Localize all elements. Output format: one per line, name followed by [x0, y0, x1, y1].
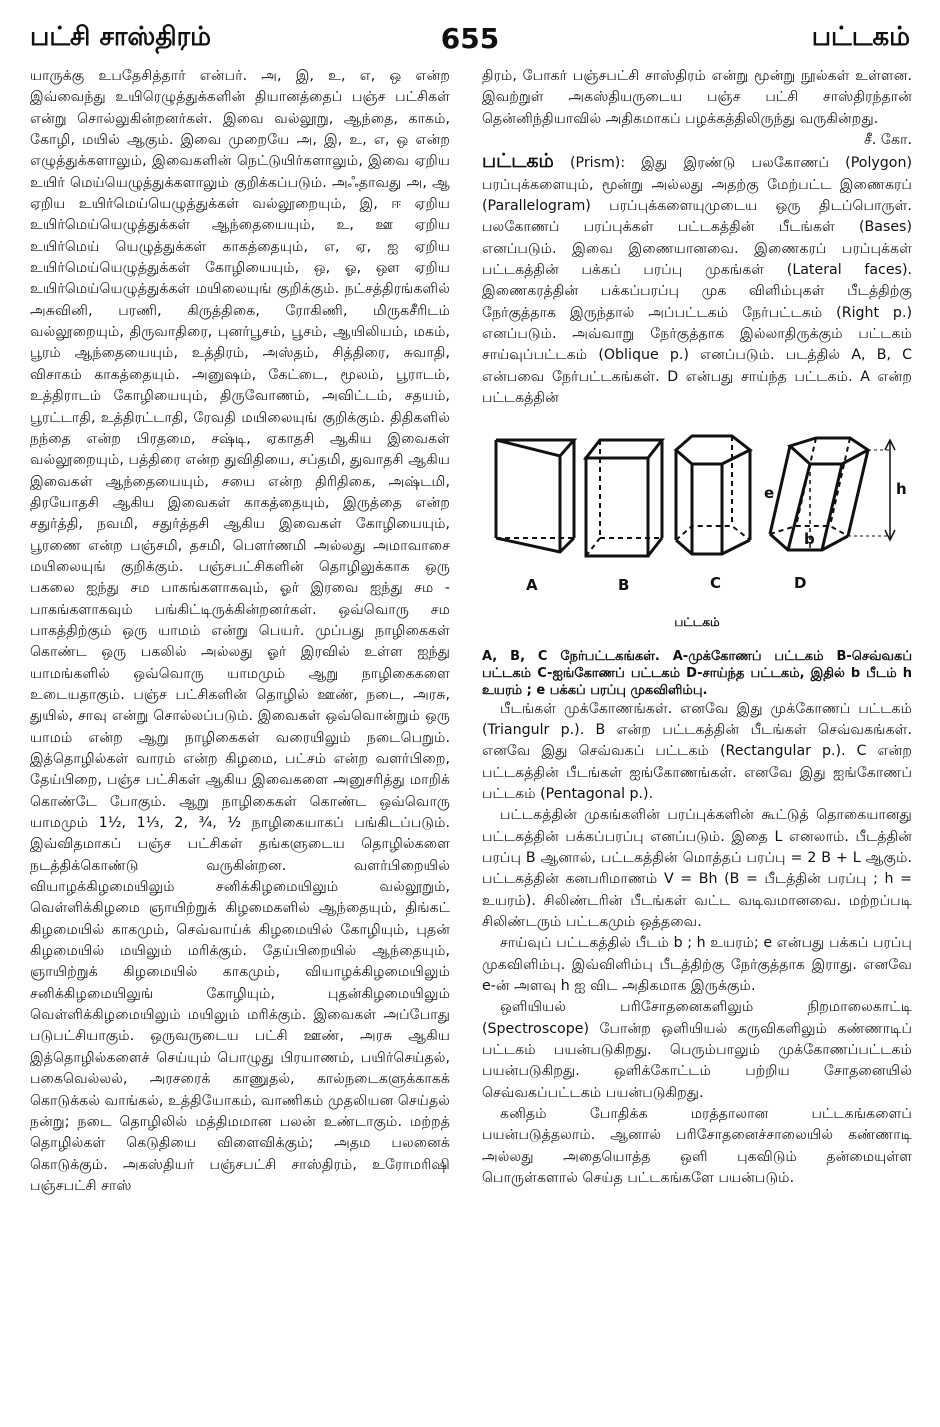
left-column	[30, 66, 450, 1406]
label-b-base: b	[804, 529, 815, 548]
label-e: e	[764, 483, 775, 502]
prism-figure	[482, 428, 912, 644]
label-h: h	[896, 479, 907, 498]
author-initials: சீ. கோ.	[864, 132, 912, 149]
intro-paragraph: திரம், போகர் பஞ்சபட்சி சாஸ்திரம் என்று மூன்று நூல்கள் உள்ளன. இவற்றுள் அகஸ்தியருடைய பஞ்ச பட்சி சாஸ்திரந்தான் தென்னிந்தியாவில் அதிகமாகப் பழக்கத்திலிருந்து வருகின்றது.	[482, 68, 912, 127]
entry-term: பட்டகம்	[482, 150, 554, 173]
body-paragraph-2: பட்டகத்தின் முகங்களின் பரப்புக்களின் கூட்டுத் தொகையானது பட்டகத்தின் பக்கப்பரப்பு எனப்படும். இதை L எனலாம். பீடத்தின் பரப்பு B ஆனால், பட்டகத்தின் மொத்தப் பரப்பு = 2 B + L ஆகும். பட்டகத்தின் கனபரிமாணம் V = Bh (B = பீடத்தின் பரப்பு ; h = உயரம்). சிலிண்டரின் பீடங்கள் வட்ட வடிவமானவை. மற்றப்படி சிலிண்டரும் பட்டகமும் ஒத்தவை.	[482, 807, 912, 930]
triangular-prism-a	[496, 440, 574, 552]
figure-title: பட்டகம்	[674, 614, 720, 629]
label-c: C	[710, 573, 722, 592]
pentagonal-prism-c	[676, 436, 750, 554]
oblique-prism-d	[770, 438, 895, 550]
label-b: B	[618, 575, 630, 594]
rectangular-prism-b	[586, 440, 662, 556]
body-paragraph-4: ஒளியியல் பரிசோதனைகளிலும் நிறமாலைகாட்டி (Spectroscope) போன்ற ஒளியியல் கருவிகளிலும் கண்ணாடிப் பட்டகம் பயன்படுகிறது. பெரும்பாலும் முக்கோணப்பட்டகம் பயன்படுகிறது. ஒளிக்கோட்டம் பற்றிய சோதனையில் செவ்வகப்பட்டகம் பயன்படுகிறது.	[482, 999, 912, 1101]
page-header	[30, 22, 910, 62]
figure-caption: A, B, C நேர்பட்டகங்கள். A-முக்கோணப் பட்டகம் B-செவ்வகப் பட்டகம் C-ஐங்கோணப் பட்டகம் D-சாய்ந்த பட்டகம், இதில் b பீடம் h உயரம் ; e பக்கப் பரப்பு முகவிளிம்பு.	[482, 648, 912, 698]
entry-text: (Prism): இது இரண்டு பலகோணப் (Polygon) பரப்புக்களையும், மூன்று அல்லது அதற்கு மேற்பட்ட இணைகரப் (Parallelogram) பரப்புக்களையுமுடைய ஒரு திடப்பொருள். பலகோணப் பரப்புக்கள் பட்டகத்தின் பீடங்கள் (Bases) எனப்படும். இவை இணையானவை. இணைகரப் பரப்புக்கள் பட்டகத்தின் பக்கப் பரப்பு முகங்கள் (Lateral faces). இணைகரத்தின் பக்கப்பரப்பு முக விளிம்புகள் பீடத்திற்கு நேர்குத்தாக இருந்தால் அப்பட்டகம் நேர்பட்டகம் (Right p.) எனப்படும். அவ்வாறு நேர்குத்தாக இல்லாதிருக்கும் பட்டகம் சாய்வுப்பட்டகம் (Oblique p.) எனப்படும். படத்தில் A, B, C என்பவை நேர்பட்டகங்கள். D என்பது சாய்ந்த பட்டகம். A என்ற பட்டகத்தின்	[482, 155, 912, 407]
body-paragraph-5: கனிதம் போதிக்க மரத்தாலான பட்டகங்களைப் பயன்படுத்தலாம். ஆனால் பரிசோதனைச்சாலையில் கண்ணாடி அல்லது அதையொத்த ஒளி புகவிடும் தன்மையுள்ள பொருள்களால் செய்த பட்டகங்களே பயன்படும்.	[482, 1106, 912, 1187]
body-paragraph-3: சாய்வுப் பட்டகத்தில் பீடம் b ; h உயரம்; e என்பது பக்கப் பரப்பு முகவிளிம்பு. இவ்விளிம்பு பீடத்திற்கு நேர்குத்தாக இராது. எனவே e-ன் அளவு h ஐ விட அதிகமாக இருக்கும்.	[482, 935, 912, 994]
running-head-left: பட்சி சாஸ்திரம்	[30, 22, 212, 52]
left-paragraph: யாருக்கு உபதேசித்தார் என்பர். அ, இ, உ, எ, ஒ என்ற இவ்வைந்து உயிரெழுத்துக்களின் தியானத்தைப் பஞ்ச பட்சிகள் என்று சொல்லுகின்றனர்கள். இவை வல்லூறு, ஆந்தை, காகம், கோழி, மயில் ஆகும். இவை முறையே அ, இ, உ, எ, ஒ என்ற எழுத்துக்களாலும், இவைகளின் நெட்டுயிர்களாலும், இவை ஏறிய உயிர் மெய்யெழுத்துக்களாலும் குறிக்கப்படும். அஃதாவது அ, ஆ ஏறிய உயிர்மெய்யெழுத்துக்கள் வல்லூறையும், இ, ஈ ஏறிய உயிர்மெய்யெழுத்துக்கள் ஆந்தையையும், உ, ஊ ஏறிய உயிர்மெய் யெழுத்துக்கள் காகத்தையும், எ, ஏ, ஐ ஏறிய உயிர்மெய்யெழுத்துக்கள் கோழியையும், ஒ, ஓ, ஔ ஏறிய உயிர்மெய்யெழுத்துக்கள் மயிலையுங் குறிக்கும். நட்சத்திரங்களில் அசுவினி, பரணி, கிருத்திகை, ரோகிணி, மிருகசீரிடம் வல்லூறையும், திருவாதிரை, புனர்பூசம், பூசம், ஆயிலியம், மகம், பூரம் ஆந்தையையும், உத்திரம், அஸ்தம், சித்திரை, சுவாதி, விசாகம் காகத்தையும். அனுஷம், கேட்டை, மூலம், பூராடம், உத்திராடம் கோழியையும், திருவோணம், அவிட்டம், சதயம், பூரட்டாதி, உத்திரட்டாதி, ரேவதி மயிலையுங் குறிக்கும். திதிகளில் நந்தை என்ற பிரதமை, சஷ்டி, ஏகாதசி ஆகிய இவைகள் வல்லூறையும், பத்திரை என்ற துவிதியை, சப்தமி, துவாதசி ஆகிய இவைகள் ஆந்தையையும், சயை என்ற திரிதிகை, அஷ்டமி, திரயோதசி ஆகிய இவைகள் காகத்தையும், இருத்தை என்ற சதுர்த்தி, நவமி, சதுர்த்தசி ஆகிய இவைகள் கோழியையும், பூரணை என்ற பஞ்சமி, தசமி, பௌர்ணமி அல்லது அமாவாசை மயிலையுங் குறிக்கும். பஞ்சபட்சிகளின் தொழிலுக்காக ஒரு பகலை ஐந்து சம பாகங்களாகவும், ஓர் இரவை ஐந்து சம - பாகங்களாகவும் பங்கிட்டிருக்கின்றனர்கள். ஒவ்வொரு சம பாகத்திற்கும் ஒரு யாமம் என்று பெயர். முப்பது நாழிகைகள் கொண்ட ஒரு பகலில் அல்லது ஓர் இரவில் உள்ள ஐந்து யாமங்களில் ஒவ்வொரு யாமமும் ஆறு நாழிகைகளை உடையதாகும். பஞ்ச பட்சிகளின் தொழில் ஊண், நடை, அரசு, துயில், சாவு என்று சொல்லப்படும். இவைகள் ஒவ்வொன்றும் ஒரு யாமம் என்ற ஆறு நாழிகைகள் வரையிலும் நடைபெறும். இத்தொழில்கள் வாரம் என்ற கிழமை, பட்சம் என்ற வளர்பிறை, தேய்பிறை, பஞ்ச பட்சிகள் ஆகிய இவைகளை அனுசரித்து மாறிக் கொண்டே போகும். ஆறு நாழிகைகள் கொண்ட ஒவ்வொரு யாமமும் 1½, 1⅓, 2, ¾, ½ நாழிகையாகப் பங்கிடப்படும். இவ்விதமாகப் பஞ்ச பட்சிகள் தங்களுடைய தொழில்களை நடத்திக்கொண்டு வருகின்றன. வளர்பிறையில் வியாழக்கிழமையிலும் சனிக்கிழமையிலும் வல்லூறும், வெள்ளிக்கிழமை ஞாயிற்றுக் கிழமைகளில் ஆந்தையும், திங்கட் கிழமையில் காகமும், செவ்வாய்க் கிழமையில் கோழியும், புதன் கிழமையில் மயிலும் மரிக்கும். தேய்பிறையில் ஆந்தையும், ஞாயிற்றுக் கிழமையில் காகமும், வியாழக்கிழமையிலும் சனிக்கிழமையிலுங் கோழியும், புதன்கிழமையிலும் வெள்ளிக்கிழமையிலும் மயிலும் மரிக்கும். இவைகள் அப்போது படுபட்சியாகும். ஒருவருடைய பட்சி ஊண், அரசு ஆகிய இத்தொழில்களைச் செய்யும் பொழுது பிரயாணம், பயிர்செய்தல், பகைவெல்லல், அரசரைக் காணுதல், கால்நடைகளுக்காகக் கொடுக்கல் வாங்கல், உத்தியோகம், வாணிகம் முதலியன செய்தல் நன்று; நடை தொழிலில் மத்திமமான பலன் உண்டாகும். மற்றத் தொழில்கள் கெடுதியை விளைவிக்கும்; அதம பலனைக் கொடுக்கும். அகஸ்தியர் பஞ்சபட்சி சாஸ்திரம், உரோமரிஷி பஞ்சபட்சி சாஸ்	[30, 68, 450, 1194]
entry-paragraph	[482, 151, 912, 409]
right-column	[482, 66, 912, 1189]
running-head-right: பட்டகம்	[811, 22, 910, 52]
label-a: A	[526, 575, 538, 594]
body-paragraph-1: பீடங்கள் முக்கோணங்கள். எனவே இது முக்கோணப் பட்டகம் (Triangulr p.). B என்ற பட்டகத்தின் பீடங்கள் செவ்வகங்கள். எனவே இது செவ்வகப் பட்டகம் (Rectangular p.). C என்ற பட்டகத்தின் பீடங்கள் ஐங்கோணங்கள். எனவே இது ஐங்கோணப் பட்டகம் (Pentagonal p.).	[482, 700, 912, 802]
page-number: 655	[440, 22, 500, 55]
label-d: D	[794, 573, 807, 592]
